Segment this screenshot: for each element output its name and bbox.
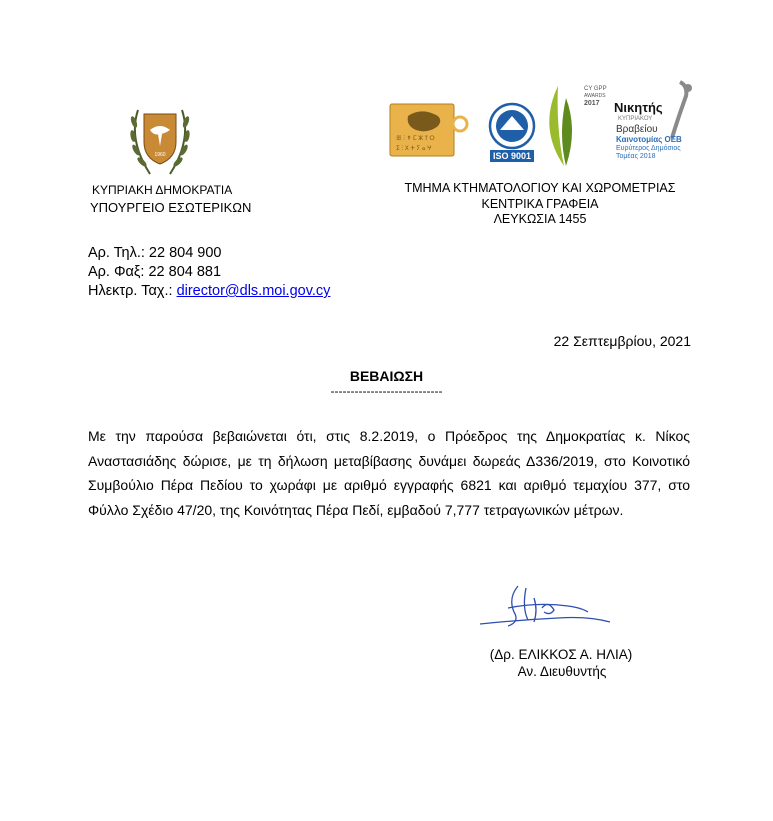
svg-text:Νικητής: Νικητής <box>614 100 663 115</box>
fax-value: 22 804 881 <box>148 264 222 280</box>
dls-map-logo-icon <box>390 104 467 156</box>
svg-text:ꕥ ⵗ ↟ ⵎ ⵣ ⴶ ⵔ: ꕥ ⵗ ↟ ⵎ ⵣ ⴶ ⵔ <box>396 136 435 142</box>
svg-text:2017: 2017 <box>584 100 600 107</box>
document-title: ΒΕΒΑΙΩΣΗ <box>349 368 424 384</box>
city-label: ΛΕΥΚΩΣΙΑ 1455 <box>493 212 587 226</box>
signature-icon <box>478 568 618 648</box>
svg-text:ΚΥΠΡΙΑΚΟΥ: ΚΥΠΡΙΑΚΟΥ <box>618 116 653 122</box>
title-underline: ---------------------------- <box>330 384 443 398</box>
logos-strip <box>388 78 708 168</box>
svg-text:AWARDS: AWARDS <box>584 93 606 99</box>
signer-block <box>476 646 646 680</box>
svg-text:ISO 9001: ISO 9001 <box>492 151 532 161</box>
email-link[interactable]: director@dls.moi.gov.cy <box>176 283 331 299</box>
email-line <box>88 282 330 301</box>
innovation-award-icon <box>614 82 692 160</box>
coat-of-arms-icon <box>120 100 200 180</box>
svg-text:CY GPP: CY GPP <box>584 86 607 92</box>
republic-label: ΚΥΠΡΙΑΚΗ ΔΗΜΟΚΡΑΤΙΑ <box>92 183 233 197</box>
svg-text:ⵉ ⵗ ⵝ ⵜ ⵢ ⴰ ⵖ: ⵉ ⵗ ⵝ ⵜ ⵢ ⴰ ⵖ <box>396 146 432 152</box>
phone-value: 22 804 900 <box>148 245 222 261</box>
svg-text:Καινοτομίας ΟΕΒ: Καινοτομίας ΟΕΒ <box>616 135 682 144</box>
phone-line <box>88 244 330 263</box>
signer-role: Αν. Διευθυντής <box>517 664 607 679</box>
letter-date: 22 Σεπτεμβρίου, 2021 <box>553 333 691 349</box>
right-header <box>390 181 690 228</box>
svg-text:Ευρύτερος Δημόσιος: Ευρύτερος Δημόσιος <box>616 145 681 152</box>
fax-label: Αρ. Φαξ: <box>88 264 145 280</box>
email-label: Ηλεκτρ. Ταχ.: <box>88 283 173 299</box>
gpp-award-icon <box>549 86 606 166</box>
fax-line <box>88 263 330 282</box>
svg-text:1960: 1960 <box>154 152 166 158</box>
offices-label: ΚΕΝΤΡΙΚΑ ΓΡΑΦΕΙΑ <box>481 196 599 211</box>
left-header <box>92 181 251 217</box>
contact-block <box>88 244 330 301</box>
iso-9001-icon <box>490 104 534 162</box>
ministry-label: ΥΠΟΥΡΓΕΙΟ ΕΣΩΤΕΡΙΚΩΝ <box>90 200 252 215</box>
signer-name: (Δρ. ΕΛΙΚΚΟΣ Α. ΗΛΙΑ) <box>489 647 633 662</box>
phone-label: Αρ. Τηλ.: <box>88 245 145 261</box>
svg-text:Βραβείου: Βραβείου <box>616 124 658 135</box>
department-label: ΤΜΗΜΑ ΚΤΗΜΑΤΟΛΟΓΙΟΥ ΚΑΙ ΧΩΡΟΜΕΤΡΙΑΣ <box>404 181 676 195</box>
svg-text:Τομέας 2018: Τομέας 2018 <box>616 153 656 160</box>
certificate-body: Με την παρούσα βεβαιώνεται ότι, στις 8.2.2019, ο Πρόεδρος της Δημοκρατίας κ. Νίκος Αναστασιάδης δώρισε, με τη δήλωση μεταβίβασης δυνάμει δωρεάς Δ336/2019, στο Κοινοτικό Συμβούλιο Πέρα Πεδίου το χωράφι με αριθμό εγγραφής 6821 και αριθμό τεμαχίου 377, στο Φύλλο Σχέδιο 47/20, της Κοινότητας Πέρα Πεδί, εμβαδού 7,777 τετραγωνικών μέτρων. <box>88 428 690 518</box>
